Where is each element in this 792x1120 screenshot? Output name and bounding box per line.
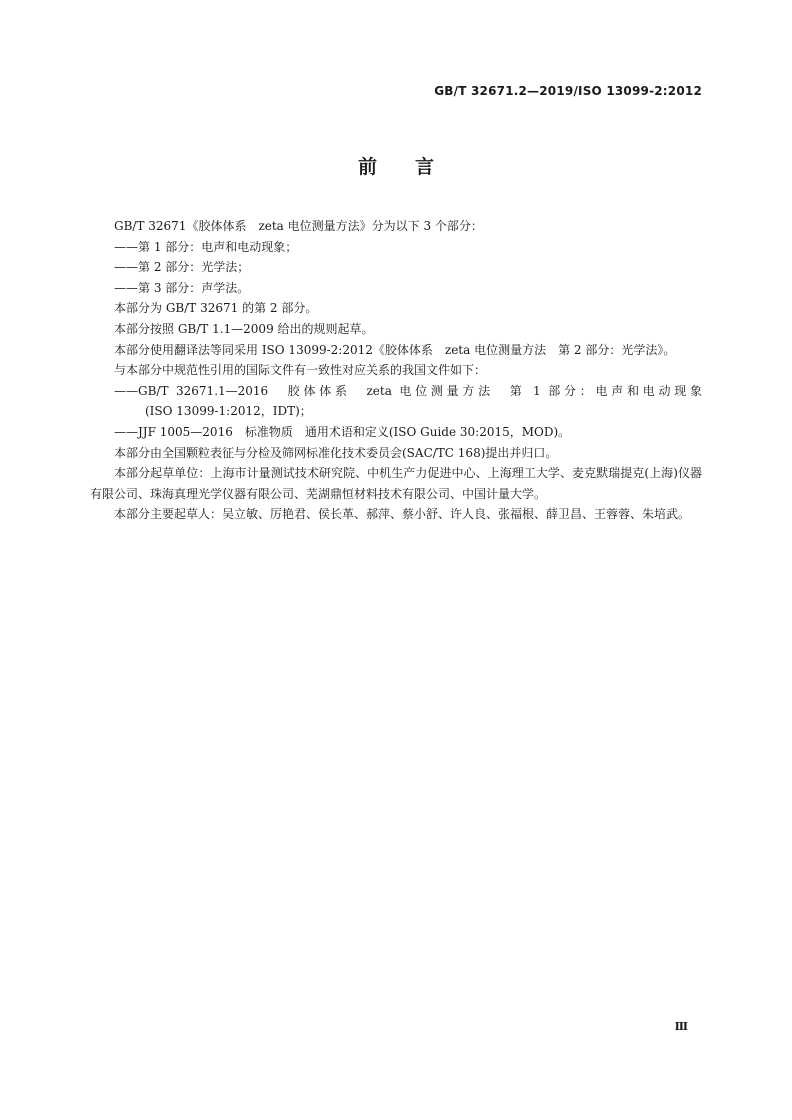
paragraph-proposer: 本部分由全国颗粒表征与分检及筛网标准化技术委员会(SAC/TC 168)提出并归口。 xyxy=(114,445,558,460)
page-title: 前言 xyxy=(357,156,472,178)
standard-code-header: GB/T 32671.2—2019/ISO 13099-2:2012 xyxy=(434,84,702,98)
paragraph-series-intro: GB/T 32671《胶体体系 zeta 电位测量方法》分为以下 3 个部分： xyxy=(114,219,483,233)
paragraph-drafting-rules: 本部分按照 GB/T 1.1—2009 给出的规则起草。 xyxy=(114,321,374,336)
list-item-part-2: ——第 2 部分：光学法； xyxy=(114,260,250,275)
paragraph-adoption: 本部分使用翻译法等同采用 ISO 13099-2:2012《胶体体系 zeta 电位测量方法 第 2 部分：光学法》。 xyxy=(114,342,676,357)
paragraph-drafting-units: 本部分起草单位：上海市计量测试技术研究院、中机生产力促进中心、上海理工大学、麦克默瑞提克(上海)仪器有限公司、珠海真理光学仪器有限公司、芜湖鼎恒材料技术有限公司、中国计量大学。 xyxy=(90,466,702,501)
page-number: Ⅲ xyxy=(674,1020,688,1033)
list-item-jjf-1005: ——JJF 1005—2016 标准物质 通用术语和定义(ISO Guide 30:2015，MOD)。 xyxy=(114,424,571,439)
paragraph-drafters: 本部分主要起草人：吴立敏、厉艳君、侯长革、郝萍、蔡小舒、许人良、张福根、薛卫昌、王蓉蓉、朱培武。 xyxy=(114,507,691,522)
list-item-part-1: ——第 1 部分：电声和电动现象； xyxy=(114,239,298,254)
list-item-gbt-32671-1-continuation: (ISO 13099-1:2012，IDT)； xyxy=(145,404,312,419)
paragraph-part-statement: 本部分为 GB/T 32671 的第 2 部分。 xyxy=(114,301,318,316)
list-item-part-3: ——第 3 部分：声学法。 xyxy=(114,280,250,295)
paragraph-correspondence-intro: 与本部分中规范性引用的国际文件有一致性对应关系的我国文件如下： xyxy=(114,363,487,378)
foreword-body xyxy=(90,216,702,525)
list-item-gbt-32671-1: ——GB/T 32671.1—2016 胶体体系 zeta 电位测量方法 第 1 部分：电声和电动现象 xyxy=(114,383,702,398)
